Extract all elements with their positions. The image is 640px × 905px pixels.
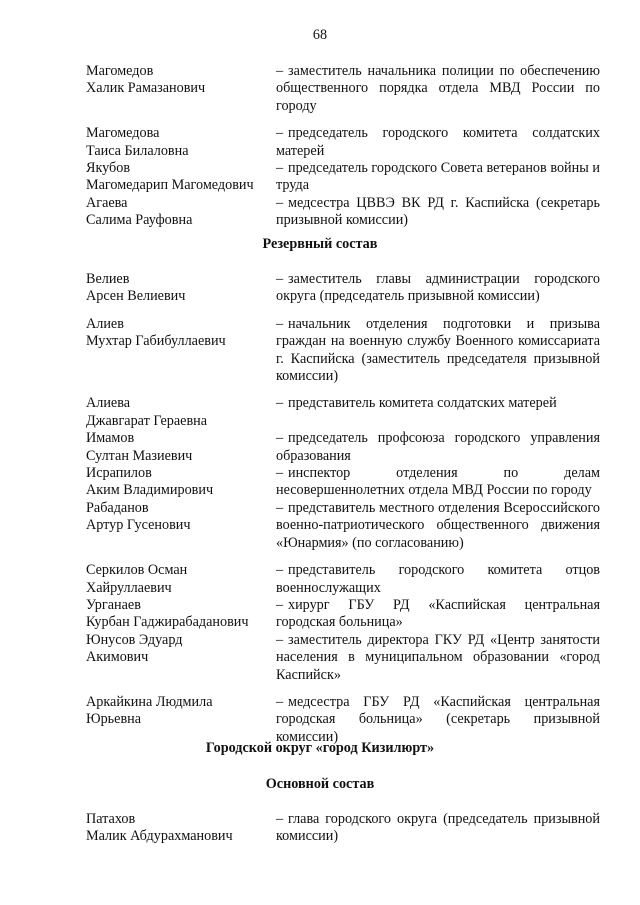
list-item bbox=[86, 63, 600, 115]
list-item bbox=[86, 500, 600, 552]
list-item bbox=[86, 597, 600, 632]
list-item bbox=[86, 430, 600, 465]
member-name: Исрапилов Аким Владимирович bbox=[86, 465, 214, 499]
member-name: Урганаев Курбан Гаджирабаданович bbox=[86, 596, 249, 631]
member-role: – инспектор отделения по делам несовершеннолетних отдела МВД России по городу bbox=[276, 465, 600, 499]
member-name: Рабаданов Артур Гусенович bbox=[86, 499, 191, 534]
list-item bbox=[86, 811, 600, 846]
commission-list-main bbox=[86, 63, 600, 230]
commission-list-kizilyurt bbox=[86, 811, 600, 846]
member-name: Серкилов Осман Хайруллаевич bbox=[86, 562, 188, 596]
list-item bbox=[86, 271, 600, 306]
member-role: – заместитель главы администрации городского округа (председатель призывной комиссии) bbox=[276, 271, 600, 305]
member-name: Аркайкина Людмила Юрьевна bbox=[86, 693, 213, 728]
member-name: Агаева Салима Рауфовна bbox=[86, 194, 193, 229]
list-item bbox=[86, 125, 600, 160]
member-role: – глава городского округа (председатель призывной комиссии) bbox=[276, 811, 600, 845]
member-role: – представитель городского комитета отцов военнослужащих bbox=[276, 562, 600, 596]
member-role: – начальник отделения подготовки и призыва граждан на военную службу Военного комиссариата г. Каспийска (заместитель председателя призывной комиссии) bbox=[276, 315, 600, 385]
page-number: 68 bbox=[312, 27, 328, 43]
member-role: – хирург ГБУ РД «Каспийская центральная городская больница» bbox=[276, 596, 600, 631]
commission-list-reserve bbox=[86, 271, 600, 746]
member-name: Велиев Арсен Велиевич bbox=[86, 271, 186, 305]
member-role: – председатель профсоюза городского управления образования bbox=[276, 430, 600, 464]
member-role: – заместитель начальника полиции по обеспечению общественного порядка отдела МВД России по городу bbox=[276, 63, 600, 114]
member-role: – представитель комитета солдатских матерей bbox=[276, 395, 557, 412]
list-item bbox=[86, 694, 600, 746]
list-item bbox=[86, 195, 600, 230]
section-heading-reserve: Резервный состав bbox=[262, 236, 378, 252]
member-name: Патахов Малик Абдурахманович bbox=[86, 811, 233, 845]
section-heading-main: Основной состав bbox=[265, 776, 375, 792]
member-role: – председатель городского Совета ветеранов войны и труда bbox=[276, 160, 600, 194]
member-role: – заместитель директора ГКУ РД «Центр занятости населения в муниципальном образовании «город Каспийск» bbox=[276, 631, 600, 683]
member-name: Якубов Магомедарип Магомедович bbox=[86, 160, 254, 194]
member-name: Имамов Султан Мазиевич bbox=[86, 430, 193, 464]
list-item bbox=[86, 316, 600, 386]
member-name: Магомедов Халик Рамазанович bbox=[86, 63, 206, 97]
member-role: – медсестра ЦВВЭ ВК РД г. Каспийска (секретарь призывной комиссии) bbox=[276, 194, 600, 229]
list-item bbox=[86, 562, 600, 597]
section-heading-district: Городской округ «город Кизилюрт» bbox=[205, 740, 435, 756]
list-item bbox=[86, 465, 600, 500]
member-role: – председатель городского комитета солдатских матерей bbox=[276, 125, 600, 159]
list-item bbox=[86, 160, 600, 195]
member-role: – представитель местного отделения Всероссийского военно-патриотического общественного движения «Юнармия» (по согласованию) bbox=[276, 499, 600, 551]
member-name: Магомедова Таиса Билаловна bbox=[86, 125, 189, 159]
member-role: – медсестра ГБУ РД «Каспийская центральная городская больница» (секретарь призывной комиссии) bbox=[276, 693, 600, 745]
list-item bbox=[86, 632, 600, 684]
member-name: Алиев Мухтар Габибуллаевич bbox=[86, 315, 226, 350]
list-item bbox=[86, 395, 600, 430]
member-name: Юнусов Эдуард Акимович bbox=[86, 631, 183, 666]
member-name: Алиева Джавгарат Гераевна bbox=[86, 395, 208, 429]
